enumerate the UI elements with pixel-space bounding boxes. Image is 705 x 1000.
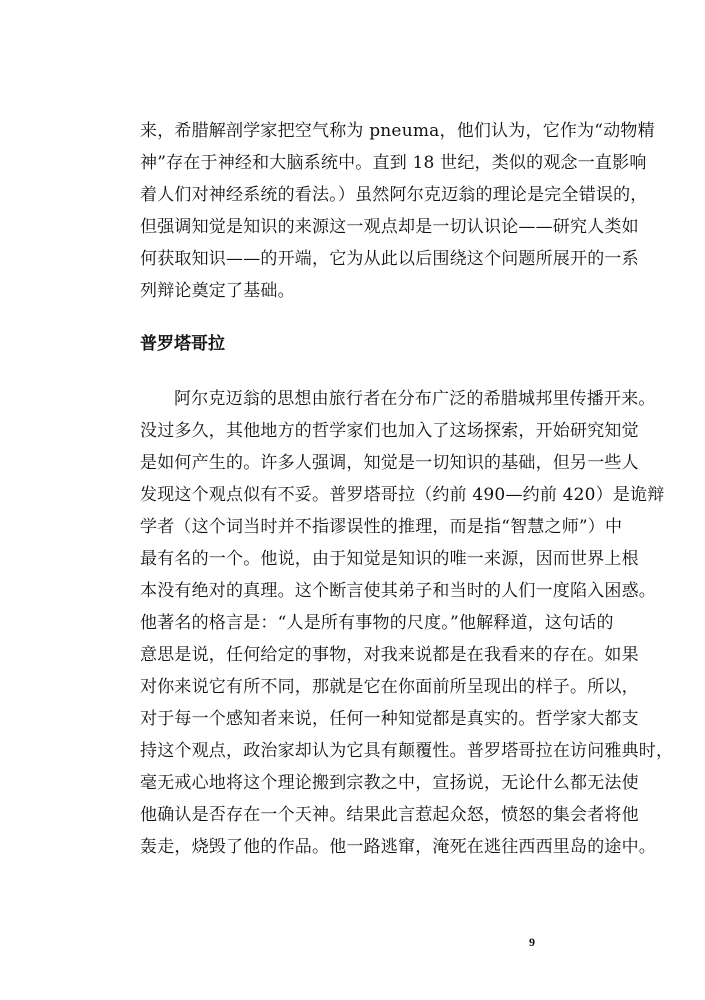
text-line: 来，希腊解剖学家把空气称为 pneuma，他们认为，它作为“动物精 <box>140 121 655 141</box>
paragraph-protagoras <box>140 383 674 863</box>
text-line: 本没有绝对的真理。这个断言使其弟子和当时的人们一度陷入困惑。 <box>140 581 656 601</box>
text-line: 轰走，烧毁了他的作品。他一路逃窜，淹死在逃往西西里岛的途中。 <box>140 837 656 857</box>
text-line: 没过多久，其他地方的哲学家们也加入了这场探索，开始研究知觉 <box>140 421 639 441</box>
text-line: 他著名的格言是：“人是所有事物的尺度。”他解释道，这句话的 <box>140 613 614 633</box>
section-heading: 普罗塔哥拉 <box>140 334 225 354</box>
text-line: 对于每一个感知者来说，任何一种知觉都是真实的。哲学家大都支 <box>140 709 639 729</box>
text-line: 是如何产生的。许多人强调，知觉是一切知识的基础，但另一些人 <box>140 453 639 473</box>
text-line: 何获取知识——的开端，它为从此以后围绕这个问题所展开的一系 <box>140 249 639 269</box>
text-line: 但强调知觉是知识的来源这一观点却是一切认识论——研究人类如 <box>140 217 639 237</box>
text-line: 最有名的一个。他说，由于知觉是知识的唯一来源，因而世界上根 <box>140 549 639 569</box>
text-line: 发现这个观点似有不妥。普罗塔哥拉（约前 490—约前 420）是诡辩 <box>140 485 665 505</box>
text-line: 持这个观点，政治家却认为它具有颠覆性。普罗塔哥拉在访问雅典时， <box>140 741 674 761</box>
text-line: 毫无戒心地将这个理论搬到宗教之中，宣扬说，无论什么都无法使 <box>140 773 639 793</box>
paragraph-continued <box>140 115 655 307</box>
page-number: 9 <box>529 935 535 949</box>
text-line: 阿尔克迈翁的思想由旅行者在分布广泛的希腊城邦里传播开来。 <box>174 389 656 409</box>
text-line: 对你来说它有所不同，那就是它在你面前所呈现出的样子。所以， <box>140 677 639 697</box>
text-line: 学者（这个词当时并不指谬误性的推理，而是指“智慧之师”）中 <box>140 517 623 537</box>
text-line: 列辩论奠定了基础。 <box>140 281 295 301</box>
text-line: 神”存在于神经和大脑系统中。直到 18 世纪，类似的观念一直影响 <box>140 153 647 173</box>
text-line: 他确认是否存在一个天神。结果此言惹起众怒，愤怒的集会者将他 <box>140 805 639 825</box>
text-line: 着人们对神经系统的看法。）虽然阿尔克迈翁的理论是完全错误的， <box>140 185 648 205</box>
text-line: 意思是说，任何给定的事物，对我来说都是在我看来的存在。如果 <box>140 645 639 665</box>
